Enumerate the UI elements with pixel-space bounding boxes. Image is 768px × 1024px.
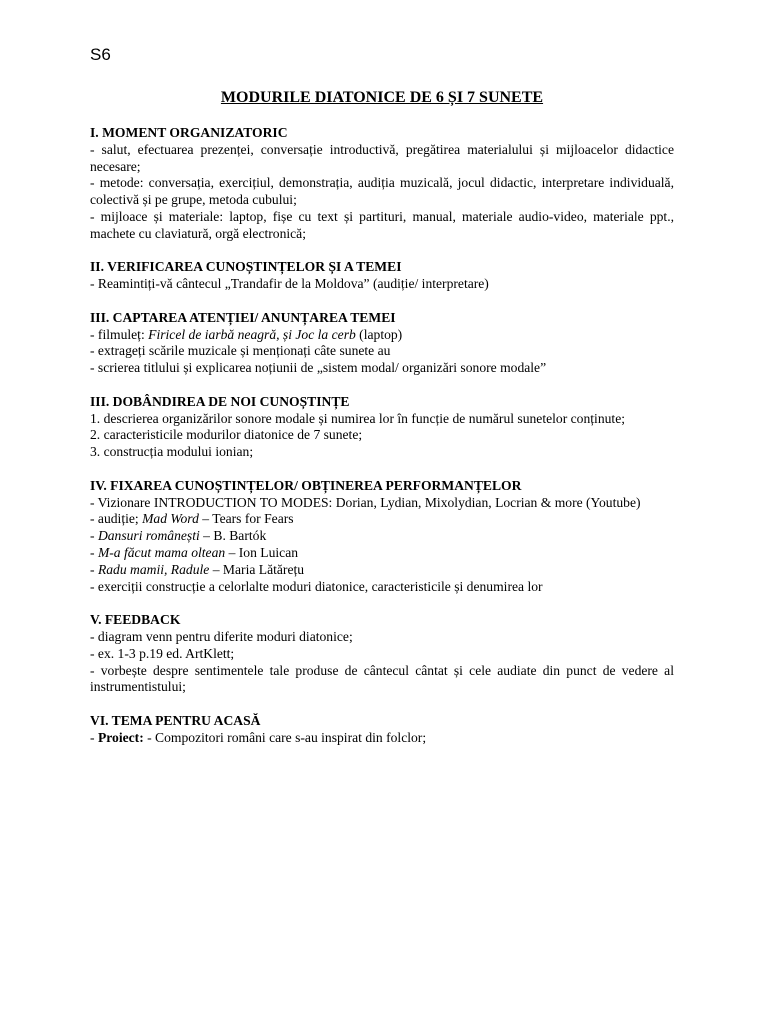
item-prefix: - audiție; xyxy=(90,511,143,527)
list-item xyxy=(90,545,674,562)
page-label: S6 xyxy=(90,45,111,64)
item-prefix: - xyxy=(90,561,98,577)
project-description: - Compozitori români care s-au inspirat din folclor; xyxy=(143,729,427,745)
video-titles: Firicel de iarbă neagră, și Joc la cerb xyxy=(148,326,356,342)
list-item: - Reamintiți-vă cântecul „Trandafir de la Moldova” (audiție/ interpretare) xyxy=(90,276,489,292)
list-item: 2. caracteristicile modurilor diatonice de 7 sunete; xyxy=(90,427,363,443)
section-heading: IV. FIXAREA CUNOȘTINȚELOR/ OBȚINEREA PERFORMANȚELOR xyxy=(90,477,522,493)
section-heading: III. DOBÂNDIREA DE NOI CUNOȘTINȚE xyxy=(90,393,350,409)
item-prefix: - xyxy=(90,528,98,544)
list-item: - ex. 1-3 p.19 ed. ArtKlett; xyxy=(90,645,235,661)
section-dobandirea xyxy=(90,394,674,461)
item-suffix: (laptop) xyxy=(355,326,403,342)
list-item: - metode: conversația, exercițiul, demonstrația, audiția muzicală, jocul didactic, interpretare individuală, colectivă și pe grupe, metoda cubului; xyxy=(90,175,674,208)
document-body xyxy=(90,88,674,763)
song-artist: – Ion Luican xyxy=(225,544,299,560)
document-title: MODURILE DIATONICE DE 6 ȘI 7 SUNETE xyxy=(220,89,544,106)
list-item xyxy=(90,562,674,579)
item-prefix: - xyxy=(90,729,98,745)
list-item xyxy=(90,327,674,344)
list-item: - vorbește despre sentimentele tale produse de cântecul cântat și cele audiate din punct de vedere al instrumentistului; xyxy=(90,662,674,695)
list-item xyxy=(90,730,674,747)
song-artist: – Tears for Fears xyxy=(198,511,294,527)
song-title: Dansuri românești xyxy=(97,528,200,544)
project-label: Proiect: xyxy=(97,729,144,745)
list-item: - exerciții construcție a celorlalte moduri diatonice, caracteristicile și denumirea lor xyxy=(90,578,543,594)
list-item: - mijloace și materiale: laptop, fișe cu text și partituri, manual, materiale audio-video, materiale ppt., machete cu claviatură, orgă electronică; xyxy=(90,208,674,241)
list-item xyxy=(90,511,674,528)
song-title: Mad Word xyxy=(142,511,199,527)
section-fixarea xyxy=(90,478,674,596)
section-heading: V. FEEDBACK xyxy=(90,612,181,628)
song-title: M-a făcut mama oltean xyxy=(97,544,226,560)
section-tema-pentru-acasa xyxy=(90,713,674,747)
section-heading: VI. TEMA PENTRU ACASĂ xyxy=(90,712,261,728)
section-heading: II. VERIFICAREA CUNOȘTINȚELOR ȘI A TEMEI xyxy=(90,259,402,275)
section-heading: I. MOMENT ORGANIZATORIC xyxy=(90,125,288,140)
song-artist: – Maria Lătărețu xyxy=(209,561,305,577)
list-item: - Vizionare INTRODUCTION TO MODES: Dorian, Lydian, Mixolydian, Locrian & more (Youtube) xyxy=(90,494,641,510)
song-title: Radu mamii, Radule xyxy=(97,561,210,577)
item-prefix: - xyxy=(90,544,98,560)
list-item: - scrierea titlului și explicarea noțiunii de „sistem modal/ organizări sonore modale” xyxy=(90,360,547,376)
list-item: 1. descrierea organizărilor sonore modale și numirea lor în funcție de numărul sunetelor conținute; xyxy=(90,410,626,426)
section-captarea-atentiei xyxy=(90,310,674,377)
section-feedback xyxy=(90,612,674,696)
list-item: - extrageți scările muzicale și menționați câte sunete au xyxy=(90,343,391,359)
song-artist: – B. Bartók xyxy=(199,528,267,544)
section-moment-organizatoric xyxy=(90,125,674,243)
list-item: - salut, efectuarea prezenței, conversație introductivă, pregătirea materialului și mijloacelor didactice necesare; xyxy=(90,141,674,174)
item-prefix: - filmuleț: xyxy=(90,326,149,342)
list-item: - diagram venn pentru diferite moduri diatonice; xyxy=(90,628,353,644)
list-item: 3. construcția modului ionian; xyxy=(90,444,254,460)
section-heading: III. CAPTAREA ATENȚIEI/ ANUNȚAREA TEMEI xyxy=(90,309,396,325)
list-item xyxy=(90,528,674,545)
section-verificarea xyxy=(90,259,674,293)
